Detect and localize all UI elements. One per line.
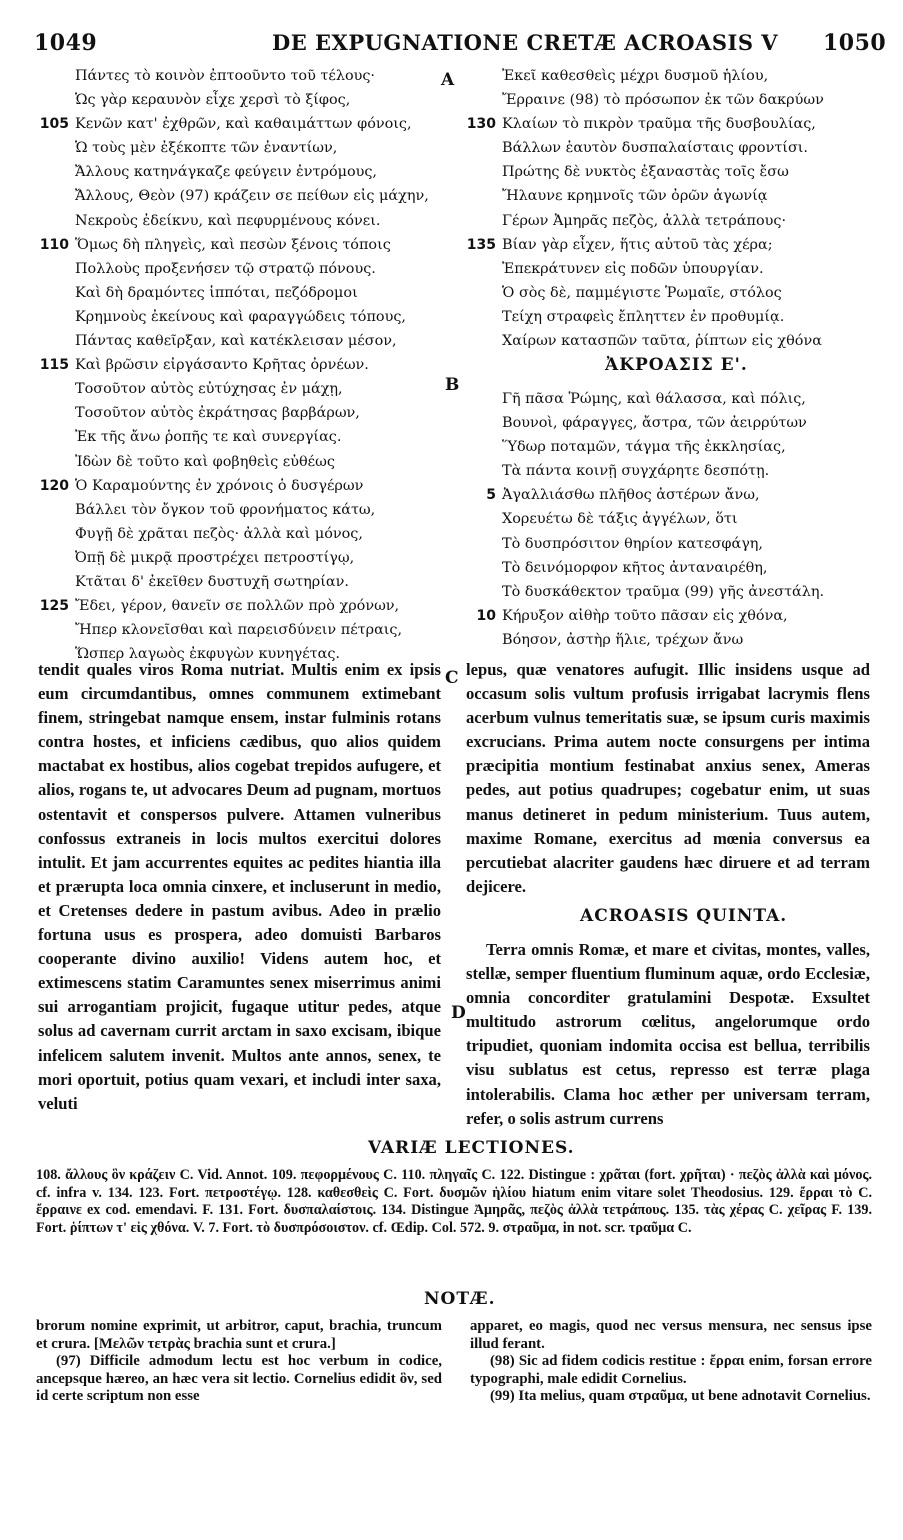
margin-letter-d: D [451, 1003, 466, 1023]
verse-line [39, 233, 429, 257]
verse-text: Βίαν γὰρ εἶχεν, ἥτις αὐτοῦ τὰς χέρα; [502, 236, 773, 253]
verse-text: Τείχη στραφεὶς ἔπληττεν ἐν προθυμίᾳ. [502, 308, 785, 325]
verse-line [75, 450, 429, 474]
verse-number: 130 [466, 116, 496, 133]
verse-text: Ὡ τοὺς μὲν ἐξέκοπτε τῶν ἐναντίων, [75, 140, 338, 157]
verse-line [75, 184, 429, 208]
verse-text: Ὁ Καραμούντης ἐν χρόνοις ὁ δυσγέρων [75, 477, 364, 494]
verse-text: Ἔρραινε (98) τὸ πρόσωπον ἐκ τῶν δακρύων [502, 92, 824, 109]
greek-verse-left-column [39, 64, 429, 666]
verse-line [502, 387, 824, 411]
verse-line [75, 281, 429, 305]
verse-text: Ἐκεῖ καθεσθεὶς μέχρι δυσμοῦ ἡλίου, [502, 68, 769, 84]
verse-text: Τὸ δυσκάθεκτον τραῦμα (99) γῆς ἀνεστάλη. [502, 583, 825, 600]
verse-text: Φυγῇ δὲ χρᾶται πεζὸς· ἀλλὰ καὶ μόνος, [75, 525, 363, 542]
verse-line [502, 88, 824, 112]
verse-line [75, 64, 429, 88]
margin-letter-c: C [445, 668, 459, 688]
verse-text: Κενῶν κατ' ἐχθρῶν, καὶ καθαιμάττων φόνοις, [75, 116, 412, 133]
verse-text: Γῆ πᾶσα Ῥώμης, καὶ θάλασσα, καὶ πόλις, [502, 391, 806, 407]
verse-text: Ὀπῇ δὲ μικρᾷ προστρέχει πετροστίγῳ, [75, 549, 355, 566]
verse-text: Ἄλλους, Θεὸν (97) κράζειν σε πείθων εἰς μάχην, [75, 188, 429, 205]
verse-line [39, 112, 429, 136]
page-number-left: 1049 [34, 30, 98, 56]
margin-letter-b: B [445, 375, 460, 395]
verse-text: Ἔδει, γέρον, θανεῖν σε πολλῶν πρὸ χρόνων, [75, 598, 400, 615]
note-paragraph: brorum nomine exprimit, ut arbitror, caput, brachia, truncum et crura. [Μελῶν τετρὰς brachia sunt et crura.] [36, 1318, 442, 1352]
verse-line [502, 507, 824, 531]
verse-number: 115 [39, 357, 69, 374]
verse-text: Ὡς γὰρ κεραυνὸν εἶχε χερσὶ τὸ ξίφος, [75, 92, 351, 109]
verse-line [502, 556, 824, 580]
verse-line [502, 184, 824, 208]
verse-line [75, 160, 429, 184]
note-paragraph: (99) Ita melius, quam στραῦμα, ut bene adnotavit Cornelius. [490, 1388, 871, 1405]
verse-text: Πάντας καθεῖρξαν, καὶ κατέκλεισαν μέσον, [75, 333, 397, 350]
page-number-right: 1050 [823, 30, 887, 56]
verse-text: Ἀγαλλιάσθω πλῆθος ἀστέρων ἄνω, [502, 487, 760, 504]
verse-text: Ἰδὼν δὲ τοῦτο καὶ φοβηθεὶς εὐθέως [75, 453, 335, 470]
verse-line [502, 257, 824, 281]
verse-text: Βάλλων ἑαυτὸν δυσπαλαίσταις φροντίσι. [502, 140, 808, 157]
verse-line [466, 112, 824, 136]
note-paragraph: (97) Difficile admodum lectu est hoc verbum in codice, ancepsque hæreo, an hæc vera sit lectio. Cornelius edidit ὃν, sed id certe scriptum non esse [36, 1353, 442, 1405]
verse-line [75, 377, 429, 401]
verse-number: 5 [486, 487, 496, 504]
verse-line [75, 136, 429, 160]
verse-text: Κρημνοὺς ἐκείνους καὶ φαραγγώδεις τόπους, [75, 308, 406, 325]
verse-line [502, 64, 824, 88]
verse-line [502, 628, 824, 652]
latin-right-column-2 [466, 938, 870, 1131]
verse-line [502, 459, 824, 483]
verse-number: 110 [39, 236, 69, 253]
verse-text: Βόησον, ἀστὴρ ἥλιε, τρέχων ἄνω [502, 631, 744, 648]
verse-text: Τὸ δυσπρόσιτον θηρίον κατεσφάγη, [502, 535, 763, 552]
note-paragraph: apparet, eo magis, quod nec versus mensura, nec sensus ipse illud ferant. [470, 1318, 872, 1352]
latin-right-paragraph: lepus, quæ venatores aufugit. Illic insidens usque ad occasum solis vultum profusis irrigabat lacrymis flens acerbum vulnus temeritatis suæ, se ipsum curis maximis excrucians. Prima autem nocte consurgens per intima præcipitia montium festinabat anxius senex, Ameras pedes, aut potius quadrupes; cogebatur enim, ut suas manus detineret in pedum ministerium. Tuus autem, maxime Romane, exercitus ad mœnia conversus ea percutiebat alacriter gaudens hæc diruere et ad terram dejicere. [466, 660, 870, 896]
verse-text: Ὕδωρ ποταμῶν, τάγμα τῆς ἐκκλησίας, [502, 439, 786, 456]
verse-text: Τοσοῦτον αὐτὸς ἐκράτησας βαρβάρων, [75, 405, 360, 422]
verse-line [75, 425, 429, 449]
verse-line [502, 305, 824, 329]
verse-line [75, 329, 429, 353]
latin-left-column [38, 658, 441, 1116]
verse-text: Πάντες τὸ κοινὸν ἐπτοοῦντο τοῦ τέλους· [75, 68, 375, 84]
variae-lectiones-title: VARIÆ LECTIONES. [368, 1138, 575, 1158]
verse-line [502, 411, 824, 435]
verse-text: Πρώτης δὲ νυκτὸς ἐξαναστὰς τοῖς ἔσω [502, 164, 789, 181]
latin-section-title: ACROASIS QUINTA. [580, 906, 788, 926]
verse-text: Καὶ δὴ δραμόντες ἱππόται, πεζόδρομοι [75, 284, 358, 301]
verse-line [502, 281, 824, 305]
notae-right-column [470, 1318, 872, 1406]
verse-text: Χορευέτω δὲ τάξις ἀγγέλων, ὅτι [502, 511, 738, 528]
verse-text: Ὁ σὸς δὲ, παμμέγιστε Ῥωμαῖε, στόλος [502, 284, 782, 301]
verse-line [75, 522, 429, 546]
variae-lectiones-text: 108. ἄλλους ὃν κράζειν C. Vid. Annot. 109. πεφορμένους C. 110. πληγαῖς C. 122. Distingue : χρᾶται (fort. χρῆται) · πεζὸς ἀλλὰ καὶ μόνος. cf. infra v. 134. 123. Fort. πετροστέγῳ. 128. καθεσθεὶς C. Fort. δυσμῶν ἡλίου hiatum enim vitare solet Theodosius. 129. ἔρραι τὸ C. ἔρραινε ex cod. emendavi. F. 131. Fort. δυσπαλαίστοις. 134. Distingue Ἀμηρᾶς, πεζὸς ἀλλὰ τετράπους. 135. τὰς χέρας C. χεῖρας F. 139. Fort. ῥίπτων τ' εἰς χθόνα. V. 7. Fort. τὸ δυσπρόσοιστον. cf. Œdip. Col. 572. 9. στραῦμα, in not. scr. τραῦμα C. [36, 1167, 872, 1236]
verse-text: Γέρων Ἀμηρᾶς πεζὸς, ἀλλὰ τετράπους· [502, 212, 787, 229]
verse-number: 10 [476, 607, 496, 624]
margin-letter-a: A [441, 70, 455, 90]
verse-line [75, 498, 429, 522]
verse-text: Κήρυξον αἰθὴρ τοῦτο πᾶσαν εἰς χθόνα, [502, 607, 788, 624]
verse-line [502, 435, 824, 459]
verse-text: Τὸ δεινόμορφον κῆτος ἀνταναιρέθη, [502, 559, 768, 576]
verse-text: Ἐκ τῆς ἄνω ῥοπῆς τε καὶ συνεργίας. [75, 429, 342, 446]
greek-verse-right-column [466, 64, 824, 353]
verse-line [502, 209, 824, 233]
verse-line [502, 532, 824, 556]
verse-number: 135 [466, 236, 496, 253]
verse-number: 125 [39, 598, 69, 615]
verse-line [75, 546, 429, 570]
verse-line [39, 474, 429, 498]
verse-line [75, 209, 429, 233]
verse-text: Βάλλει τὸν ὄγκον τοῦ φρονήματος κάτω, [75, 501, 376, 518]
verse-line [502, 329, 824, 353]
verse-number: 120 [39, 477, 69, 494]
verse-number: 105 [39, 116, 69, 133]
verse-line [502, 580, 824, 604]
verse-text: Χαίρων κατασπῶν ταῦτα, ῥίπτων εἰς χθόνα [502, 333, 822, 350]
latin-right-paragraph-2: Terra omnis Romæ, et mare et civitas, montes, valles, stellæ, semper fluentium fluminum aquæ, ordo Ecclesiæ, omnia concorditer gratulamini Despotæ. Exsultet multitudo astrorum cœlitus, angelorumque ordo tripudiet, quoniam indomita occisa est bellua, terribilis visu sublatus est cetus, represso est terræ plaga intolerabilis. Clama hoc æther per universam terram, refer, o solis astrum currens [466, 940, 870, 1128]
verse-line [75, 570, 429, 594]
verse-line [75, 305, 429, 329]
verse-text: Ὥσπερ λαγωὸς ἐκφυγὼν κυνηγέτας. [75, 646, 340, 663]
verse-line [75, 88, 429, 112]
verse-text: Ἐπεκράτυνεν εἰς ποδῶν ὑπουργίαν. [502, 260, 764, 277]
verse-line [502, 136, 824, 160]
verse-text: Ὅμως δὴ πληγεὶς, καὶ πεσὼν ξένοις τόποις [75, 236, 391, 253]
verse-text: Ἄλλους κατηνάγκαζε φεύγειν ἐντρόμους, [75, 164, 378, 181]
verse-text: Ἤλαυνε κρημνοῖς τῶν ὀρῶν ἀγωνίᾳ [502, 188, 768, 205]
greek-verse-right-column-2 [476, 387, 825, 652]
verse-line [466, 233, 824, 257]
verse-text: Κλαίων τὸ πικρὸν τραῦμα τῆς δυσβουλίας, [502, 116, 816, 133]
verse-text: Νεκροὺς ἐδείκνυ, καὶ πεφυρμένους κόνει. [75, 212, 381, 229]
verse-text: Κτᾶται δ' ἐκεῖθεν δυστυχῆ σωτηρίαν. [75, 573, 349, 590]
verse-text: Πολλοὺς προξενήσεν τῷ στρατῷ πόνους. [75, 260, 376, 277]
verse-text: Τὰ πάντα κοινῇ συγχάρητε δεσπότῃ. [502, 463, 770, 480]
verse-text: Βουνοὶ, φάραγγες, ἄστρα, τῶν ἀειρρύτων [502, 415, 807, 432]
verse-text: Ἤπερ κλονεῖσθαι καὶ παρεισδύνειν πέτραις, [75, 622, 403, 639]
verse-line [502, 160, 824, 184]
verse-line [39, 353, 429, 377]
verse-text: Τοσοῦτον αὐτὸς εὐτύχησας ἐν μάχῃ, [75, 381, 343, 398]
verse-line [75, 618, 429, 642]
latin-right-column [466, 658, 870, 899]
note-paragraph: (98) Sic ad fidem codicis restitue : ἔρραι enim, forsan errore typographi, male edidit Cornelius. [470, 1353, 872, 1387]
running-title: DE EXPUGNATIONE CRETÆ ACROASIS V [272, 30, 779, 55]
verse-line [75, 257, 429, 281]
verse-line [75, 401, 429, 425]
latin-left-paragraph: tendit quales viros Roma nutriat. Multis enim ex ipsis eum circumdantibus, omnes communem extimebant finem, stringebat namque ensem, instar fulminis rotans contra hostes, et inficiens cædibus, quo alios quidem mactabat ex hostibus, alios cogebat trepidos aufugere, et alios, rogans te, ut advocares Deum ad pugnam, mortuos ostentavit et conspersos pulvere. Attamen vulneribus confossus extraneis in locis multos exercitui dolores intulit. Et jam accurrentes equites ac pedites hiantia illa et prærupta loca omnia cinxere, et incluserunt in medio, et Cretenses dedere in pastum avibus. Adeo in prælio fortuna usus es prospera, adeo domuisti Barbaros cooperante divino auxilio! Videns autem hoc, et extimescens statim Caramuntes senex miserrimus animi sui arrogantiam projicit, fugaque utitur pedes, atque solus ad cavernam currit arctam in saxo excisam, ibique infelicem salutem invenit. Multos ante annos, senex, te mori oportuit, potius quam vexari, et includi inter saxa, veluti [38, 660, 441, 1113]
notae-left-column [36, 1318, 442, 1406]
verse-text: Καὶ βρῶσιν εἰργάσαντο Κρῆτας ὀρνέων. [75, 357, 369, 374]
verse-line [476, 604, 824, 628]
verse-line [486, 483, 824, 507]
notae-title: NOTÆ. [424, 1289, 496, 1309]
verse-line [39, 594, 429, 618]
greek-section-title: ἈΚΡΟΑΣΙΣ Ε'. [605, 355, 748, 375]
